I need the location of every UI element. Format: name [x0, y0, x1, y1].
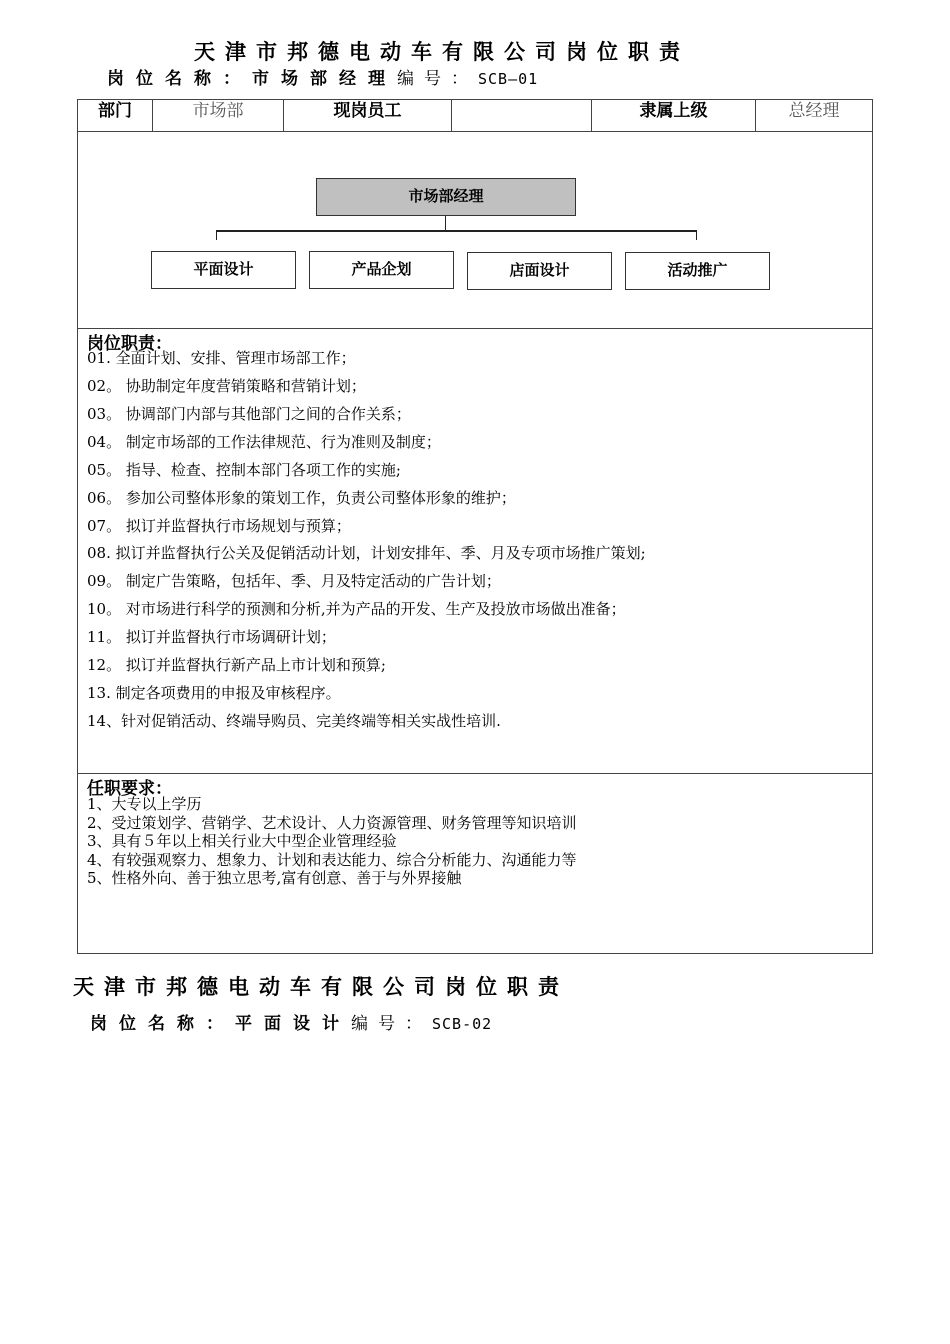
org-left-tick: [216, 230, 217, 240]
duties-title: 岗位职责：: [87, 334, 172, 354]
staff-value: [452, 100, 592, 131]
org-root-box: 市场部经理: [316, 178, 576, 216]
requirement-item: 3、具有５年以上相关行业大中型企业管理经验: [87, 832, 397, 850]
duty-item: 07。 拟订并监督执行市场规划与预算；: [87, 517, 351, 535]
next-document-title: 天津市邦德电动车有限公司岗位职责: [73, 975, 569, 999]
superior-value: 总经理: [788, 101, 840, 121]
duty-item: 11。 拟订并监督执行市场调研计划；: [87, 628, 336, 646]
org-root-connector: [445, 216, 446, 230]
superior-label: 隶属上级: [592, 100, 756, 131]
document-title: 天津市邦德电动车有限公司岗位职责: [194, 40, 690, 64]
position-label: 岗位名称：: [107, 69, 252, 89]
next-position-label: 岗位名称：: [90, 1014, 235, 1034]
duty-item: 01. 全面计划、安排、管理市场部工作；: [87, 349, 356, 367]
position-code: SCB—01: [478, 70, 539, 88]
org-horizontal-connector: [216, 230, 697, 232]
requirement-item: 5、性格外向、善于独立思考,富有创意、善于与外界接触: [87, 869, 462, 887]
org-right-tick: [696, 230, 697, 240]
duty-item: 14、针对促销活动、终端导购员、完美终端等相关实战性培训.: [87, 712, 501, 730]
duty-item: 05。 指导、检查、控制本部门各项工作的实施;: [87, 461, 401, 479]
org-child-box: 活动推广: [625, 252, 770, 290]
requirements-title: 任职要求：: [87, 779, 172, 799]
next-position-name: 平面设计: [235, 1014, 351, 1034]
requirement-item: 1、大专以上学历: [87, 795, 202, 813]
info-row: [78, 100, 872, 132]
requirements-section: [78, 774, 872, 954]
org-chart: [78, 132, 872, 329]
duty-item: 13. 制定各项费用的申报及审核程序。: [87, 684, 341, 702]
duty-item: 03。 协调部门内部与其他部门之间的合作关系；: [87, 405, 411, 423]
org-child-box: 平面设计: [151, 251, 296, 289]
duty-item: 10。 对市场进行科学的预测和分析,并为产品的开发、生产及投放市场做出准备；: [87, 600, 626, 618]
duty-item: 06。 参加公司整体形象的策划工作，负责公司整体形象的维护；: [87, 489, 516, 507]
duty-item: 08. 拟订并监督执行公关及促销活动计划，计划安排年、季、月及专项市场推广策划;: [87, 544, 646, 562]
job-description-table: [77, 99, 873, 954]
dept-label: 部门: [78, 100, 153, 131]
duty-item: 04。 制定市场部的工作法律规范、行为准则及制度；: [87, 433, 441, 451]
duty-item: 09。 制定广告策略，包括年、季、月及特定活动的广告计划；: [87, 572, 501, 590]
requirement-item: 4、有较强观察力、想象力、计划和表达能力、综合分析能力、沟通能力等: [87, 851, 577, 869]
org-child-box: 店面设计: [467, 252, 612, 290]
duties-section: [78, 329, 872, 774]
staff-label: 现岗员工: [284, 100, 452, 131]
position-name: 市场部经理: [252, 69, 397, 89]
duty-item: 12。 拟订并监督执行新产品上市计划和预算;: [87, 656, 386, 674]
next-position-header-line: [90, 1009, 492, 1034]
next-number-label: 编号：: [351, 1014, 432, 1034]
position-header-line: [107, 64, 538, 89]
dept-value: 市场部: [153, 100, 284, 131]
duty-item: 02。 协助制定年度营销策略和营销计划；: [87, 377, 366, 395]
next-position-code: SCB-02: [432, 1015, 493, 1033]
requirement-item: 2、受过策划学、营销学、艺术设计、人力资源管理、财务管理等知识培训: [87, 814, 577, 832]
org-child-box: 产品企划: [309, 251, 454, 289]
number-label: 编号：: [397, 69, 478, 89]
